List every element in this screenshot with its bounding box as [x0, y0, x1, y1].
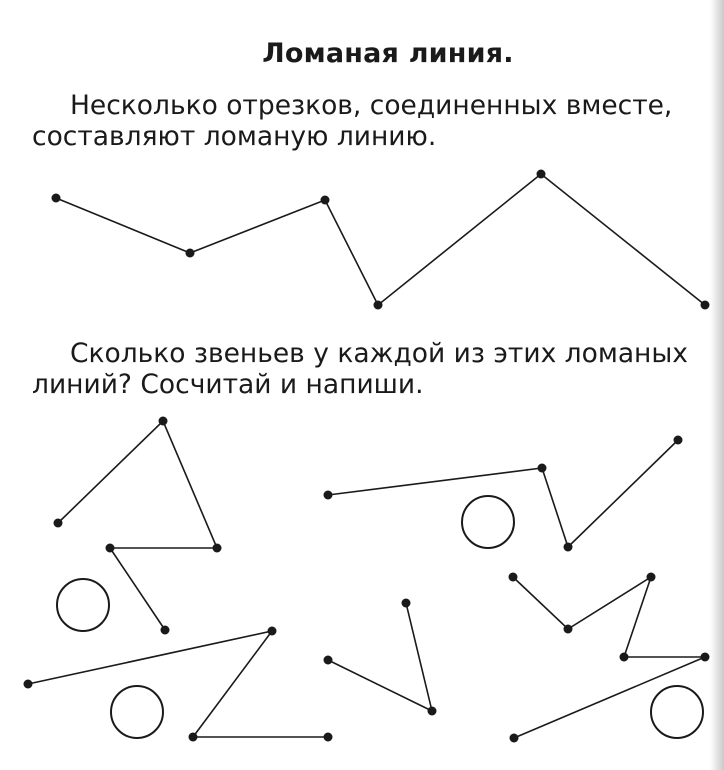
vertex-dot — [213, 544, 222, 553]
vertex-dot — [24, 680, 33, 689]
answer-circle-1[interactable] — [57, 579, 109, 631]
polyline-exercise-1-path — [58, 421, 217, 630]
vertex-dot — [510, 734, 519, 743]
vertex-dot — [647, 573, 656, 582]
answer-circle-2[interactable] — [462, 496, 514, 548]
polyline-exercise-2[interactable] — [328, 440, 678, 547]
vertex-dot — [159, 417, 168, 426]
vertex-dot — [620, 653, 629, 662]
polyline-exercise-3-path — [28, 631, 328, 737]
task-paragraph: Сколько звеньев у каждой из этих ломаных линий? Сосчитай и напиши. — [32, 338, 688, 400]
vertex-dot — [674, 436, 683, 445]
vertex-dot — [161, 626, 170, 635]
polyline-exercise-5[interactable] — [513, 577, 705, 738]
polyline-exercise-1[interactable] — [58, 421, 217, 630]
vertex-dot — [374, 301, 383, 310]
polyline-exercise-3[interactable] — [28, 631, 328, 737]
vertex-dot — [428, 707, 437, 716]
polyline-exercise-4[interactable] — [328, 603, 432, 711]
vertex-dot — [537, 170, 546, 179]
polyline-exercise-4-path — [328, 603, 432, 711]
example-polyline-path — [56, 174, 705, 305]
vertex-dot — [52, 194, 61, 203]
vertex-dot — [106, 544, 115, 553]
polyline-exercise-5-path — [513, 577, 705, 738]
vertex-dot — [324, 656, 333, 665]
vertex-dot — [564, 625, 573, 634]
vertex-dot — [54, 519, 63, 528]
vertex-dot — [538, 464, 547, 473]
vertex-dot — [321, 196, 330, 205]
vertex-dot — [268, 627, 277, 636]
page-title: Ломаная линия. — [262, 38, 514, 69]
polyline-exercise-2-path — [328, 440, 678, 547]
vertex-dot — [324, 491, 333, 500]
vertex-dot — [189, 733, 198, 742]
vertex-dot — [186, 249, 195, 258]
vertex-dot — [701, 301, 710, 310]
vertex-dot — [509, 573, 518, 582]
answer-circle-4[interactable] — [651, 686, 703, 738]
vertex-dot — [402, 599, 411, 608]
definition-paragraph: Несколько отрезков, соединенных вместе, составляют ломаную линию. — [32, 90, 673, 152]
vertex-dot — [701, 653, 710, 662]
vertex-dot — [564, 543, 573, 552]
vertex-dot — [324, 733, 333, 742]
example-polyline — [56, 174, 705, 305]
answer-circle-3[interactable] — [111, 686, 163, 738]
